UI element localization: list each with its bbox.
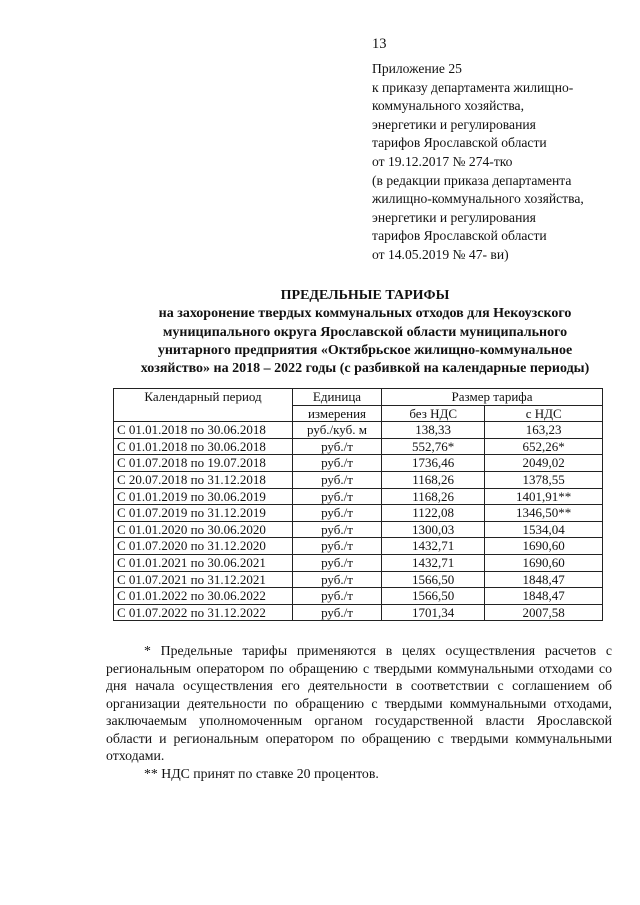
cell-period: С 01.07.2020 по 31.12.2020 bbox=[114, 538, 293, 555]
cell-period: С 01.07.2018 по 19.07.2018 bbox=[114, 455, 293, 472]
appendix-line: коммунального хозяйства, bbox=[372, 98, 524, 114]
appendix-header bbox=[372, 60, 632, 265]
cell-without-vat: 1432,71 bbox=[382, 554, 485, 571]
appendix-line: энергетики и регулирования bbox=[372, 209, 536, 225]
header-without-vat: без НДС bbox=[382, 405, 485, 422]
cell-unit: руб./т bbox=[293, 455, 382, 472]
title-line: муниципального округа Ярославской области муниципального bbox=[162, 324, 568, 340]
table-row bbox=[114, 588, 603, 605]
cell-without-vat: 138,33 bbox=[382, 422, 485, 439]
cell-period: С 20.07.2018 по 31.12.2018 bbox=[114, 471, 293, 488]
cell-with-vat: 1378,55 bbox=[485, 471, 603, 488]
cell-unit: руб./куб. м bbox=[293, 422, 382, 439]
table-row bbox=[114, 571, 603, 588]
table-row bbox=[114, 505, 603, 522]
header-period: Календарный период bbox=[114, 389, 293, 422]
cell-with-vat: 1690,60 bbox=[485, 538, 603, 555]
cell-without-vat: 1300,03 bbox=[382, 521, 485, 538]
cell-unit: руб./т bbox=[293, 488, 382, 505]
title-line: на захоронение твердых коммунальных отходов для Некоузского bbox=[158, 306, 572, 322]
cell-with-vat: 652,26* bbox=[485, 438, 603, 455]
table-row bbox=[114, 438, 603, 455]
tariff-table bbox=[113, 388, 603, 621]
cell-with-vat: 1534,04 bbox=[485, 521, 603, 538]
cell-with-vat: 2007,58 bbox=[485, 604, 603, 621]
footnotes bbox=[106, 642, 612, 782]
cell-period: С 01.07.2019 по 31.12.2019 bbox=[114, 505, 293, 522]
appendix-line: от 19.12.2017 № 274-тко bbox=[372, 153, 513, 169]
footnote-tariffs: * Предельные тарифы применяются в целях осуществления расчетов с региональным оператором по обращению с твердыми коммунальными отходами со дня начала осуществления его деятельности в соответствии с соглашением об организации деятельности по обращению с твердыми коммунальными отходами, заключаемым уполномоченным органом государственной власти Ярославской области и региональным оператором по обращению с твердыми коммунальными отходами. bbox=[106, 643, 612, 763]
cell-without-vat: 552,76* bbox=[382, 438, 485, 455]
header-with-vat: с НДС bbox=[485, 405, 603, 422]
cell-with-vat: 1346,50** bbox=[485, 505, 603, 522]
table-row bbox=[114, 604, 603, 621]
cell-period: С 01.07.2022 по 31.12.2022 bbox=[114, 604, 293, 621]
cell-with-vat: 1848,47 bbox=[485, 571, 603, 588]
cell-unit: руб./т bbox=[293, 604, 382, 621]
cell-without-vat: 1168,26 bbox=[382, 488, 485, 505]
cell-with-vat: 1401,91** bbox=[485, 488, 603, 505]
cell-without-vat: 1566,50 bbox=[382, 571, 485, 588]
title-line: унитарного предприятия «Октябрьское жилищно-коммунальное bbox=[157, 342, 573, 358]
table-row bbox=[114, 521, 603, 538]
header-unit-line2: измерения bbox=[293, 405, 382, 422]
table-row bbox=[114, 455, 603, 472]
table-row bbox=[114, 422, 603, 439]
page-number: 13 bbox=[372, 36, 387, 52]
appendix-line: тарифов Ярославской области bbox=[372, 228, 547, 244]
cell-without-vat: 1701,34 bbox=[382, 604, 485, 621]
header-tariff: Размер тарифа bbox=[382, 389, 603, 406]
cell-period: С 01.01.2019 по 30.06.2019 bbox=[114, 488, 293, 505]
title-line: хозяйство» на 2018 – 2022 годы (с разбивкой на календарные периоды) bbox=[140, 361, 590, 377]
appendix-line: тарифов Ярославской области bbox=[372, 135, 547, 151]
cell-unit: руб./т bbox=[293, 438, 382, 455]
cell-unit: руб./т bbox=[293, 538, 382, 555]
footnote-vat: ** НДС принят по ставке 20 процентов. bbox=[144, 765, 379, 781]
title-line: ПРЕДЕЛЬНЫЕ ТАРИФЫ bbox=[280, 288, 450, 303]
cell-period: С 01.01.2021 по 30.06.2021 bbox=[114, 554, 293, 571]
appendix-line: энергетики и регулирования bbox=[372, 116, 536, 132]
table-row bbox=[114, 538, 603, 555]
cell-unit: руб./т bbox=[293, 571, 382, 588]
cell-without-vat: 1736,46 bbox=[382, 455, 485, 472]
cell-without-vat: 1432,71 bbox=[382, 538, 485, 555]
appendix-line: жилищно-коммунального хозяйства, bbox=[372, 191, 584, 207]
cell-with-vat: 1848,47 bbox=[485, 588, 603, 605]
table-row bbox=[114, 471, 603, 488]
cell-without-vat: 1566,50 bbox=[382, 588, 485, 605]
table-row bbox=[114, 488, 603, 505]
table-header-row bbox=[114, 389, 603, 406]
cell-with-vat: 163,23 bbox=[485, 422, 603, 439]
cell-unit: руб./т bbox=[293, 588, 382, 605]
cell-without-vat: 1168,26 bbox=[382, 471, 485, 488]
appendix-line: (в редакции приказа департамента bbox=[372, 172, 572, 188]
appendix-line: Приложение 25 bbox=[372, 61, 462, 76]
appendix-line: к приказу департамента жилищно- bbox=[372, 79, 574, 95]
cell-unit: руб./т bbox=[293, 554, 382, 571]
cell-unit: руб./т bbox=[293, 521, 382, 538]
header-unit-line1: Единица bbox=[293, 389, 382, 406]
cell-with-vat: 1690,60 bbox=[485, 554, 603, 571]
document-title bbox=[100, 287, 630, 378]
cell-period: С 01.01.2020 по 30.06.2020 bbox=[114, 521, 293, 538]
cell-period: С 01.01.2022 по 30.06.2022 bbox=[114, 588, 293, 605]
table-row bbox=[114, 554, 603, 571]
cell-period: С 01.07.2021 по 31.12.2021 bbox=[114, 571, 293, 588]
cell-period: С 01.01.2018 по 30.06.2018 bbox=[114, 422, 293, 439]
appendix-line: от 14.05.2019 № 47- ви) bbox=[372, 246, 509, 262]
cell-period: С 01.01.2018 по 30.06.2018 bbox=[114, 438, 293, 455]
cell-unit: руб./т bbox=[293, 471, 382, 488]
cell-unit: руб./т bbox=[293, 505, 382, 522]
cell-without-vat: 1122,08 bbox=[382, 505, 485, 522]
cell-with-vat: 2049,02 bbox=[485, 455, 603, 472]
